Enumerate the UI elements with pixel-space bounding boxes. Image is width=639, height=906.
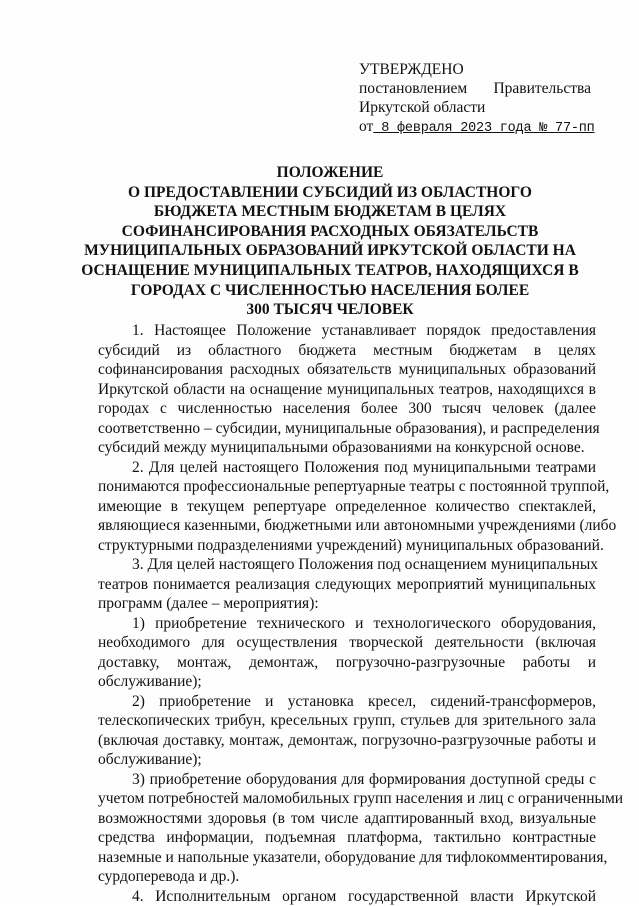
- approval-line-2-right: Правительства: [493, 79, 591, 98]
- title-line: ОСНАЩЕНИЕ МУНИЦИПАЛЬНЫХ ТЕАТРОВ, НАХОДЯЩИХСЯ В: [60, 261, 600, 281]
- title-line: МУНИЦИПАЛЬНЫХ ОБРАЗОВАНИЙ ИРКУТСКОЙ ОБЛАСТИ НА: [60, 241, 600, 261]
- paragraph-line: соответственно – субсидии, муниципальные образования), и распределения: [98, 419, 596, 439]
- paragraph: [98, 458, 596, 556]
- title-line: БЮДЖЕТА МЕСТНЫМ БЮДЖЕТАМ В ЦЕЛЯХ: [60, 202, 600, 222]
- paragraph: [98, 692, 596, 770]
- paragraph-line: 1. Настоящее Положение устанавливает порядок предоставления: [98, 321, 596, 341]
- paragraph: [98, 770, 596, 887]
- paragraph: [98, 555, 596, 614]
- paragraph-line: 3) приобретение оборудования для формирования доступной среды с: [98, 770, 596, 790]
- paragraph-line: городах с численностью населения более 300 тысяч человек (далее: [98, 399, 596, 419]
- paragraph-line: доставку, монтаж, демонтаж, погрузочно-разгрузочные работы и: [98, 653, 596, 673]
- paragraph-line: имеющие в текущем репертуаре определенное количество спектаклей,: [98, 497, 596, 517]
- paragraph-line: наземные и напольные указатели, оборудование для тифлокомментирования,: [98, 848, 596, 868]
- paragraph-line: софинансирования расходных обязательств муниципальных образований: [98, 360, 596, 380]
- paragraph-line: программ (далее – мероприятия):: [98, 594, 596, 614]
- paragraph-line: телескопических трибун, кресельных групп, стульев для зрительного зала: [98, 711, 596, 731]
- paragraph-line: (включая доставку, монтаж, демонтаж, погрузочно-разгрузочные работы и: [98, 731, 596, 751]
- paragraph-line: структурными подразделениями учреждений) муниципальных образований.: [98, 536, 596, 556]
- document-title: [60, 163, 600, 320]
- title-line: ГОРОДАХ С ЧИСЛЕННОСТЬЮ НАСЕЛЕНИЯ БОЛЕЕ: [60, 281, 600, 301]
- paragraph: [98, 887, 596, 906]
- paragraph-line: 2. Для целей настоящего Положения под муниципальными театрами: [98, 458, 596, 478]
- title-line: ПОЛОЖЕНИЕ: [60, 163, 600, 183]
- paragraph-line: необходимого для осуществления творческой деятельности (включая: [98, 633, 596, 653]
- paragraph-line: обслуживание);: [98, 672, 596, 692]
- approval-line-2-left: постановлением: [359, 79, 467, 98]
- approval-heading: УТВЕРЖДЕНО: [359, 60, 591, 79]
- paragraph-line: сурдоперевода и др.).: [98, 867, 596, 887]
- title-line: 300 ТЫСЯЧ ЧЕЛОВЕК: [60, 300, 600, 320]
- title-line: О ПРЕДОСТАВЛЕНИИ СУБСИДИЙ ИЗ ОБЛАСТНОГО: [60, 183, 600, 203]
- paragraph-line: понимаются профессиональные репертуарные театры с постоянной труппой,: [98, 477, 596, 497]
- approval-block: [359, 60, 591, 138]
- paragraph: [98, 614, 596, 692]
- paragraph-line: театров понимается реализация следующих мероприятий муниципальных: [98, 575, 596, 595]
- paragraph-line: обслуживание);: [98, 750, 596, 770]
- paragraph-line: субсидий между муниципальными образованиями на конкурсной основе.: [98, 438, 596, 458]
- document-body: [98, 321, 596, 906]
- title-line: СОФИНАНСИРОВАНИЯ РАСХОДНЫХ ОБЯЗАТЕЛЬСТВ: [60, 222, 600, 242]
- paragraph-line: Иркутской области на оснащение муниципальных театров, находящихся в: [98, 380, 596, 400]
- approval-line-3: Иркутской области: [359, 98, 591, 117]
- approval-date-value: 8 февраля 2023 года № 77-пп: [373, 121, 594, 136]
- paragraph-line: 4. Исполнительным органом государственной власти Иркутской: [98, 887, 596, 906]
- paragraph-line: субсидий из областного бюджета местным бюджетам в целях: [98, 341, 596, 361]
- approval-line-2: [359, 79, 591, 98]
- paragraph-line: учетом потребностей маломобильных групп населения и лиц с ограниченными: [98, 789, 596, 809]
- paragraph-line: 3. Для целей настоящего Положения под оснащением муниципальных: [98, 555, 596, 575]
- paragraph-line: средства информации, подъемная платформа, тактильно контрастные: [98, 828, 596, 848]
- approval-date-line: [359, 117, 591, 138]
- approval-date-prefix: от: [359, 118, 373, 135]
- paragraph-line: возможностями здоровья (в том числе адаптированный вход, визуальные: [98, 809, 596, 829]
- paragraph-line: 2) приобретение и установка кресел, сидений-трансформеров,: [98, 692, 596, 712]
- paragraph-line: 1) приобретение технического и технологического оборудования,: [98, 614, 596, 634]
- paragraph: [98, 321, 596, 458]
- paragraph-line: являющиеся казенными, бюджетными или автономными учреждениями (либо: [98, 516, 596, 536]
